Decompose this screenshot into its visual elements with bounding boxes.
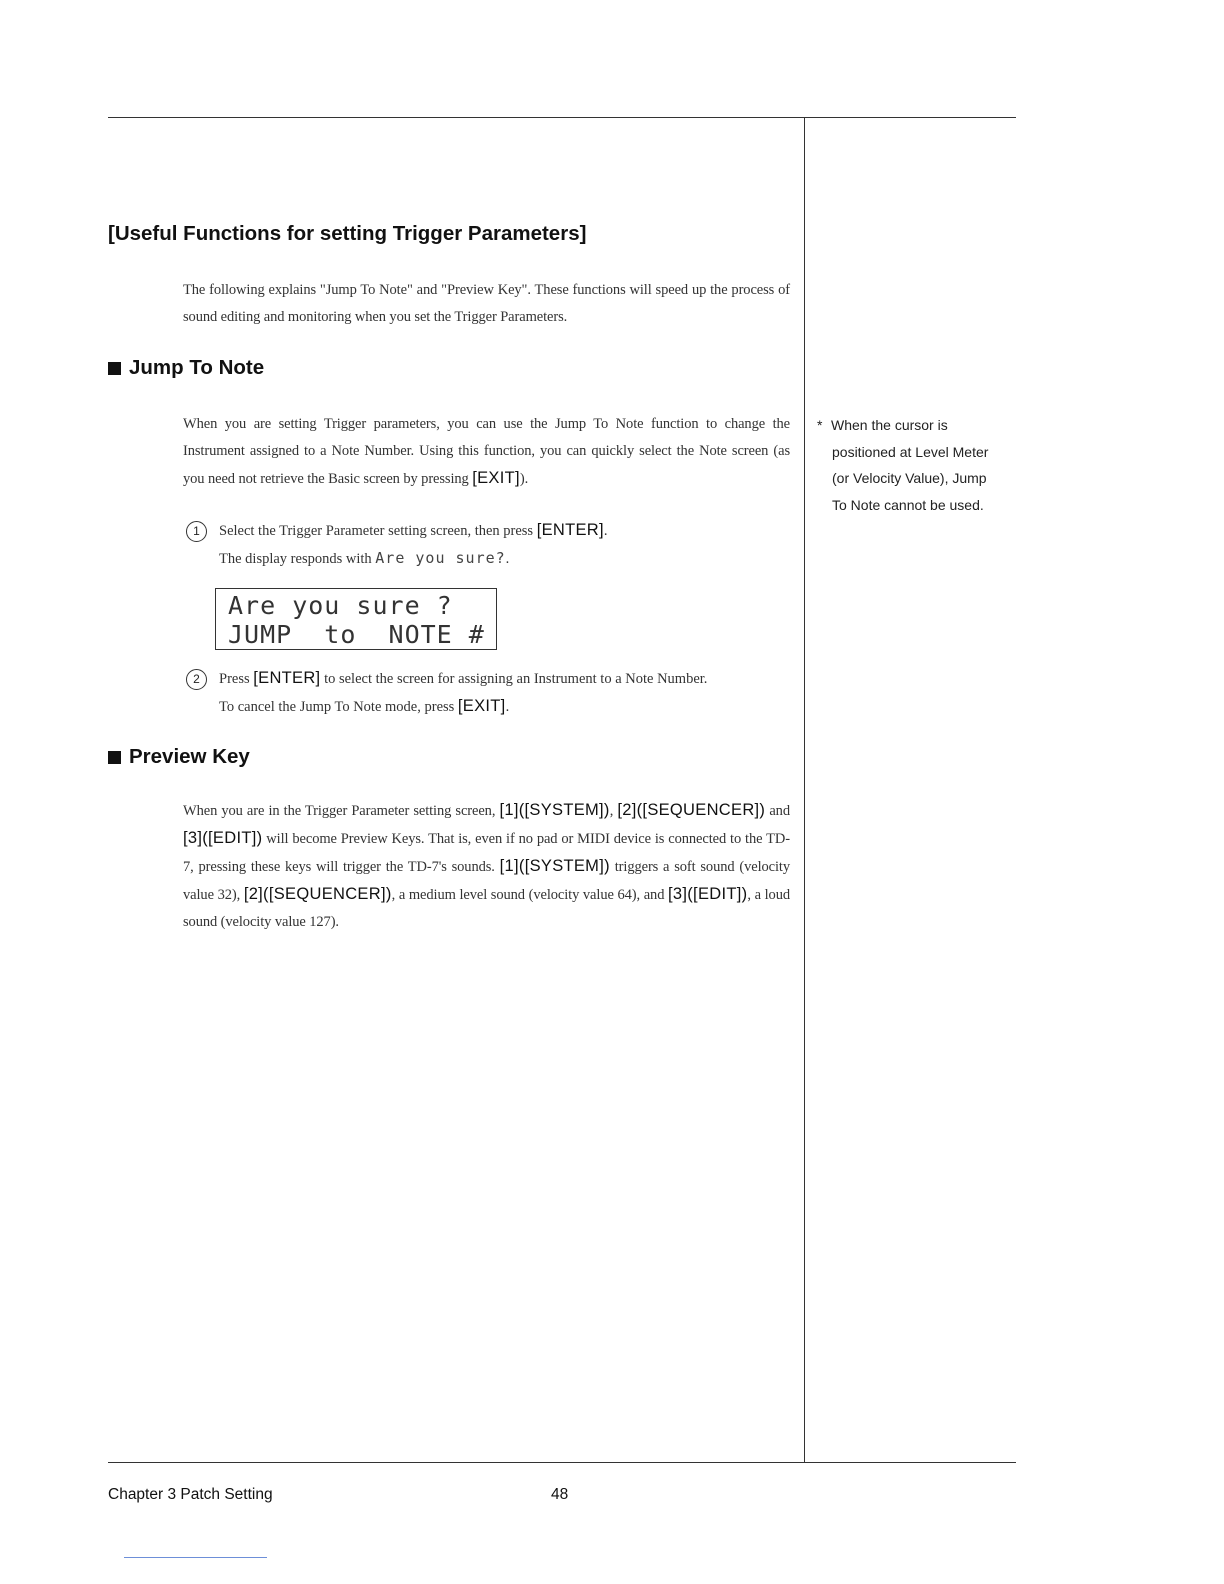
footer-page-number: 48 — [551, 1486, 569, 1503]
step-2-text-b: to select the screen for assigning an Instrument to a Note Number. — [320, 671, 708, 687]
exit-key-label: [EXIT] — [472, 469, 520, 487]
edit-key-label-2: [3]([EDIT]) — [668, 885, 748, 903]
side-note — [817, 412, 1004, 518]
preview-text-1: When you are in the Trigger Parameter setting screen, — [183, 803, 500, 819]
preview-text-2: , — [609, 803, 618, 819]
enter-key-label-2: [ENTER] — [253, 669, 321, 687]
bottom-underline — [124, 1557, 267, 1558]
preview-text-3: and — [765, 803, 790, 819]
step-1-line-2-end: . — [505, 551, 510, 567]
preview-key-paragraph — [183, 797, 790, 936]
jump-para-text-a: When you are setting Trigger parameters, you can use the Jump To Note function to change the Instrument assigned to a Note Number. Using this function, you can quickly select the Note screen (as you need not retrieve the Basic screen by pressing — [183, 416, 790, 487]
step-2-line-2 — [219, 693, 786, 721]
step-2 — [186, 665, 786, 721]
bottom-rule — [108, 1462, 1016, 1463]
jump-to-note-heading — [108, 356, 264, 380]
lcd-inline-text: Are you sure? — [375, 549, 506, 567]
edit-key-label: [3]([EDIT]) — [183, 829, 263, 847]
side-note-text: When the cursor is positioned at Level Meter (or Velocity Value), Jump To Note cannot be used. — [831, 417, 989, 513]
intro-paragraph: The following explains "Jump To Note" and "Preview Key". These functions will speed up the process of sound editing and monitoring when you set the Trigger Parameters. — [183, 282, 790, 325]
step-1-line-2-text: The display responds with — [219, 551, 376, 567]
step-1-end: . — [603, 523, 608, 539]
jump-to-note-title: Jump To Note — [129, 356, 265, 379]
step-1-line-1 — [219, 517, 786, 545]
step-1-line-2 — [219, 545, 786, 573]
sequencer-key-label: [2]([SEQUENCER]) — [617, 801, 766, 819]
top-rule — [108, 117, 1016, 118]
step-1-text: Select the Trigger Parameter setting screen, then press — [219, 523, 537, 539]
preview-key-title: Preview Key — [129, 745, 250, 768]
lcd-line-2: JUMP to NOTE # — [228, 620, 485, 649]
preview-text-6: , a medium level sound (velocity value 64), and — [391, 887, 669, 903]
jump-para-text-b: ). — [519, 471, 529, 487]
square-bullet-icon — [108, 751, 121, 764]
square-bullet-icon — [108, 362, 121, 375]
step-2-text-a: Press — [219, 671, 254, 687]
step-2-line-2-end: . — [505, 699, 510, 715]
asterisk-icon: * — [817, 417, 823, 433]
preview-text-7: , a loud sound (velocity value 127). — [183, 887, 790, 930]
preview-key-heading — [108, 745, 250, 769]
preview-text-4: will become Preview Keys. That is, even if no pad or MIDI device is connected to the TD-7, pressing these keys will trigger the TD-7's sounds. — [183, 831, 790, 875]
margin-divider — [804, 117, 805, 1462]
footer-chapter: Chapter 3 Patch Setting — [108, 1486, 273, 1503]
exit-key-label-2: [EXIT] — [457, 697, 506, 715]
step-2-number: 2 — [186, 669, 207, 690]
lcd-line-1: Are you sure ? — [228, 591, 453, 620]
step-2-line-2-text: To cancel the Jump To Note mode, press — [219, 699, 458, 715]
enter-key-label: [ENTER] — [536, 521, 604, 539]
step-1-number: 1 — [186, 521, 207, 542]
step-2-line-1 — [219, 665, 786, 693]
section-heading: [Useful Functions for setting Trigger Parameters] — [108, 222, 587, 245]
system-key-label-2: [1]([SYSTEM]) — [499, 857, 610, 875]
sequencer-key-label-2: [2]([SEQUENCER]) — [243, 885, 392, 903]
preview-text-5: triggers a soft sound (velocity value 32), — [183, 859, 790, 903]
system-key-label: [1]([SYSTEM]) — [499, 801, 610, 819]
jump-to-note-paragraph — [183, 411, 790, 493]
lcd-display — [215, 588, 497, 650]
step-1 — [186, 517, 786, 573]
